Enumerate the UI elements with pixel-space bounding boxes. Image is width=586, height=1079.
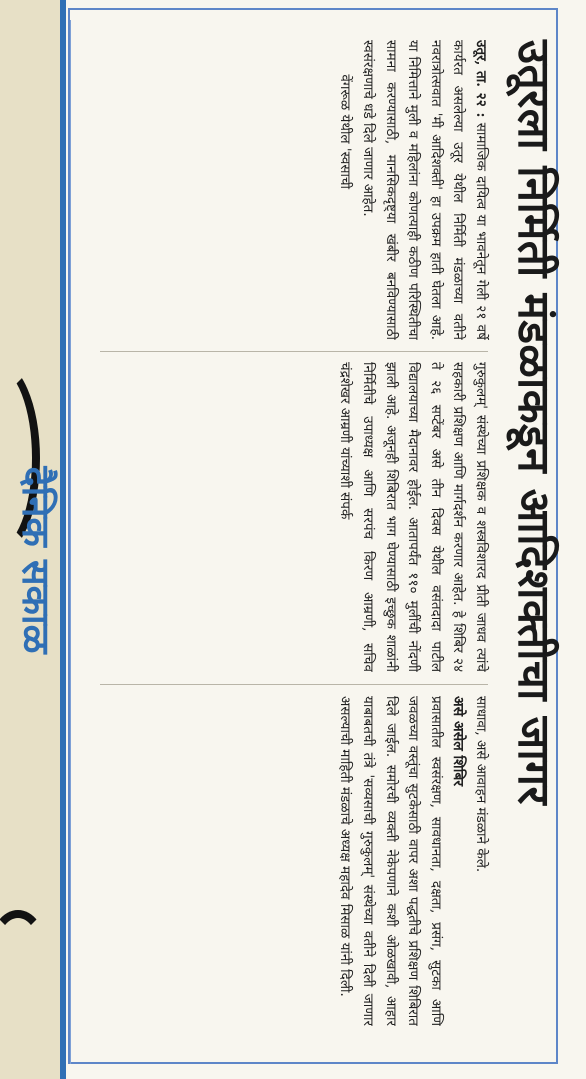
column-rule xyxy=(100,684,488,685)
newspaper-name: दैनिक सकाळ xyxy=(14,466,58,654)
article-column-2 xyxy=(96,362,492,672)
paragraph: गुरुकुलम्' संस्थेच्या प्रशिक्षक व शस्त्रविशारद प्रीती जाधव त्यांचे सहकारी प्रशिक्षण आणि मार्गदर्शन करणार आहेत. हे शिबिर २४ ते २६ सप्टेंबर असे तीन दिवस येथील वसंतदादा पाटील विद्यालयाच्या मैदानावर होईल. आतापर्यंत ११० मुलींची नोंदणी झाली आहे. अजूनही शिबिरात भाग घेण्यासाठी इच्छुक शाळांनी निर्मितीचे उपाध्यक्ष आणि सरपंच किरण आम्रणी, सचिव चंद्रशेखर आम्रणी यांच्याशी संपर्क xyxy=(337,362,489,672)
article-column-1: उतूर, ता. २२ : सामाजिक दायित्व या भावनेतून गेली २१ वर्षे कार्यरत असलेल्या उतूर येथील निर्मिती मंडळाच्या वतीने नवरात्रोत्सवात 'मी आदिशक्ती' हा उपक्रम हाती घेतला आहे. या निमित्ताने मुली व महिलांना कोणत्याही कठीण परिस्थितीचा सामना करण्यासाठी, मानसिकदृष्ट्या खंबीर बनविण्यासाठी स्वसंरक्षणाचे धडे दिले जाणार आहेत. वेंगरूळ येथील 'स्वसाची xyxy=(337,40,489,340)
decorative-curve xyxy=(0,910,46,986)
paragraph: साधावा, असे आवाहन मंडळाने केले. xyxy=(473,696,489,873)
article-column-3 xyxy=(96,696,492,1026)
article xyxy=(96,20,564,1060)
headline: उतूरला निर्मिती मंडळाकडून आदिशक्तीचा जागर xyxy=(508,40,559,805)
dateline: उतूर, ता. २२ : xyxy=(473,40,489,118)
column-rule xyxy=(100,351,488,352)
decorative-curve xyxy=(0,20,36,116)
paragraph: येथील 'स्वसाची xyxy=(337,114,354,190)
paragraph: प्रवासातील स्वसंरक्षण, सावधानता, दक्षता, प्रसंग, सुटका आणि जवळच्या वस्तूंचा सुटकेसाठी वापर अशा पद्धतीचे प्रशिक्षण शिबिरात दिले जाईल. समोरची व्यक्ती नेकेपणाने कशी ओळखावी, आहार याबाबतची तंत्रे 'सव्यसाची गुरुकुलम्' संस्थेच्या वतीने दिली जाणार असल्याची माहिती मंडळाचे अध्यक्ष महादेव मिसाळ यांनी दिली. xyxy=(337,696,444,1026)
subheading: असे असेल शिबिर xyxy=(450,696,467,787)
article-body xyxy=(96,40,492,1040)
paragraph: सामाजिक दायित्व या भावनेतून गेली २१ वर्षे कार्यरत असलेल्या उतूर येथील निर्मिती मंडळाच्या वतीने नवरात्रोत्सवात 'मी आदिशक्ती' हा उपक्रम हाती घेतला आहे. या निमित्ताने मुली व महिलांना कोणत्याही कठीण परिस्थितीचा सामना करण्यासाठी, मानसिकदृष्ट्या खंबीर बनविण्यासाठी स्वसंरक्षणाचे धडे दिले जाणार आहेत. xyxy=(360,40,489,340)
